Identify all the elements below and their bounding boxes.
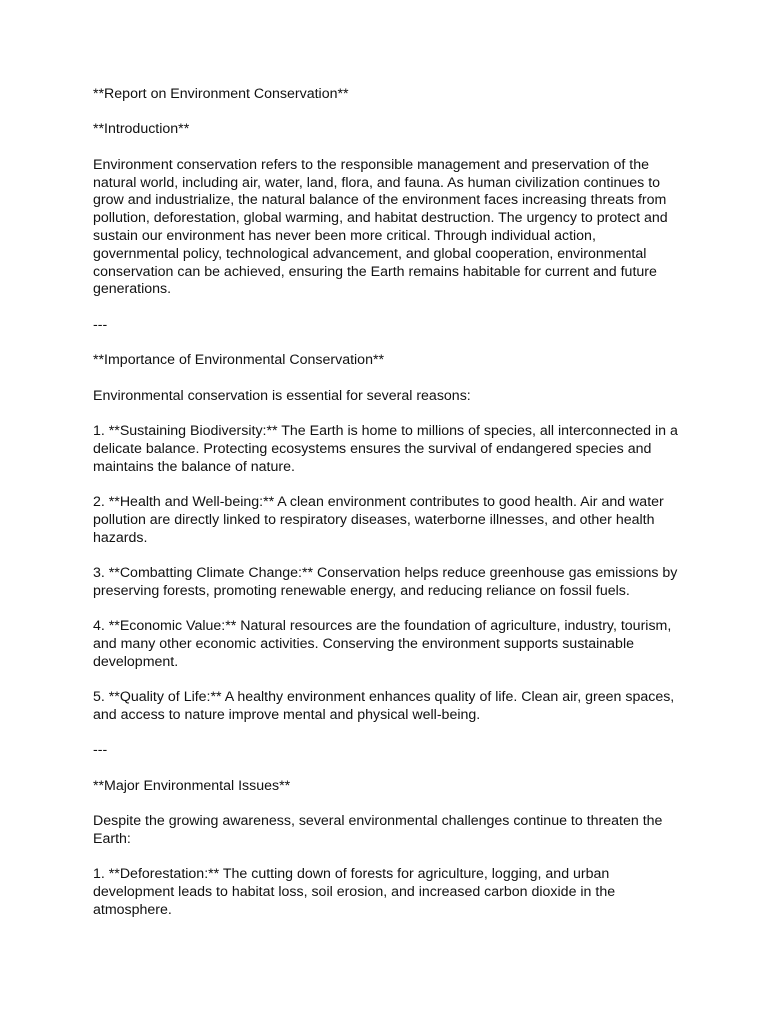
importance-item-health: 2. **Health and Well-being:** A clean environment contributes to good health. Air and water pollution are directly linked to respiratory diseases, waterborne illnesses, and other health hazards. <box>93 493 664 546</box>
issues-intro: Despite the growing awareness, several environmental challenges continue to threaten the Earth: <box>93 813 663 847</box>
importance-item-economic: 4. **Economic Value:** Natural resources are the foundation of agriculture, industry, tourism, and many other economic activities. Conserving the environment supports sustainable development. <box>93 618 672 670</box>
issues-item-deforestation: 1. **Deforestation:** The cutting down of forests for agriculture, logging, and urban development leads to habitat loss, soil erosion, and increased carbon dioxide in the atmosphere. <box>93 866 616 918</box>
importance-heading: **Importance of Environmental Conservation** <box>93 352 384 369</box>
importance-intro: Environmental conservation is essential for several reasons: <box>93 387 471 404</box>
importance-item-quality: 5. **Quality of Life:** A healthy environment enhances quality of life. Clean air, green spaces, and access to nature improve mental and physical well-being. <box>93 689 675 723</box>
intro-heading: **Introduction** <box>93 121 190 138</box>
section-separator: --- <box>93 742 108 759</box>
document-title: **Report on Environment Conservation** <box>93 86 349 102</box>
issues-heading: **Major Environmental Issues** <box>93 777 291 794</box>
section-separator: --- <box>93 316 108 333</box>
importance-item-climate: 3. **Combatting Climate Change:** Conservation helps reduce greenhouse gas emissions by preserving forests, promoting renewable energy, and reducing reliance on fossil fuels. <box>93 564 678 599</box>
intro-paragraph: Environment conservation refers to the responsible management and preservation of the natural world, including air, water, land, flora, and fauna. As human civilization continues to grow and industrialize, the natural balance of the environment faces increasing threats from pollution, deforestation, global warming, and habitat destruction. The urgency to protect and sustain our environment has never been more critical. Through individual action, governmental policy, technological advancement, and global cooperation, environmental conservation can be achieved, ensuring the Earth remains habitable for current and future generations. <box>93 156 668 298</box>
importance-item-biodiversity: 1. **Sustaining Biodiversity:** The Earth is home to millions of species, all interconnected in a delicate balance. Protecting ecosystems ensures the survival of endangered species and maintains the balance of nature. <box>93 422 678 475</box>
document-content <box>93 86 678 937</box>
